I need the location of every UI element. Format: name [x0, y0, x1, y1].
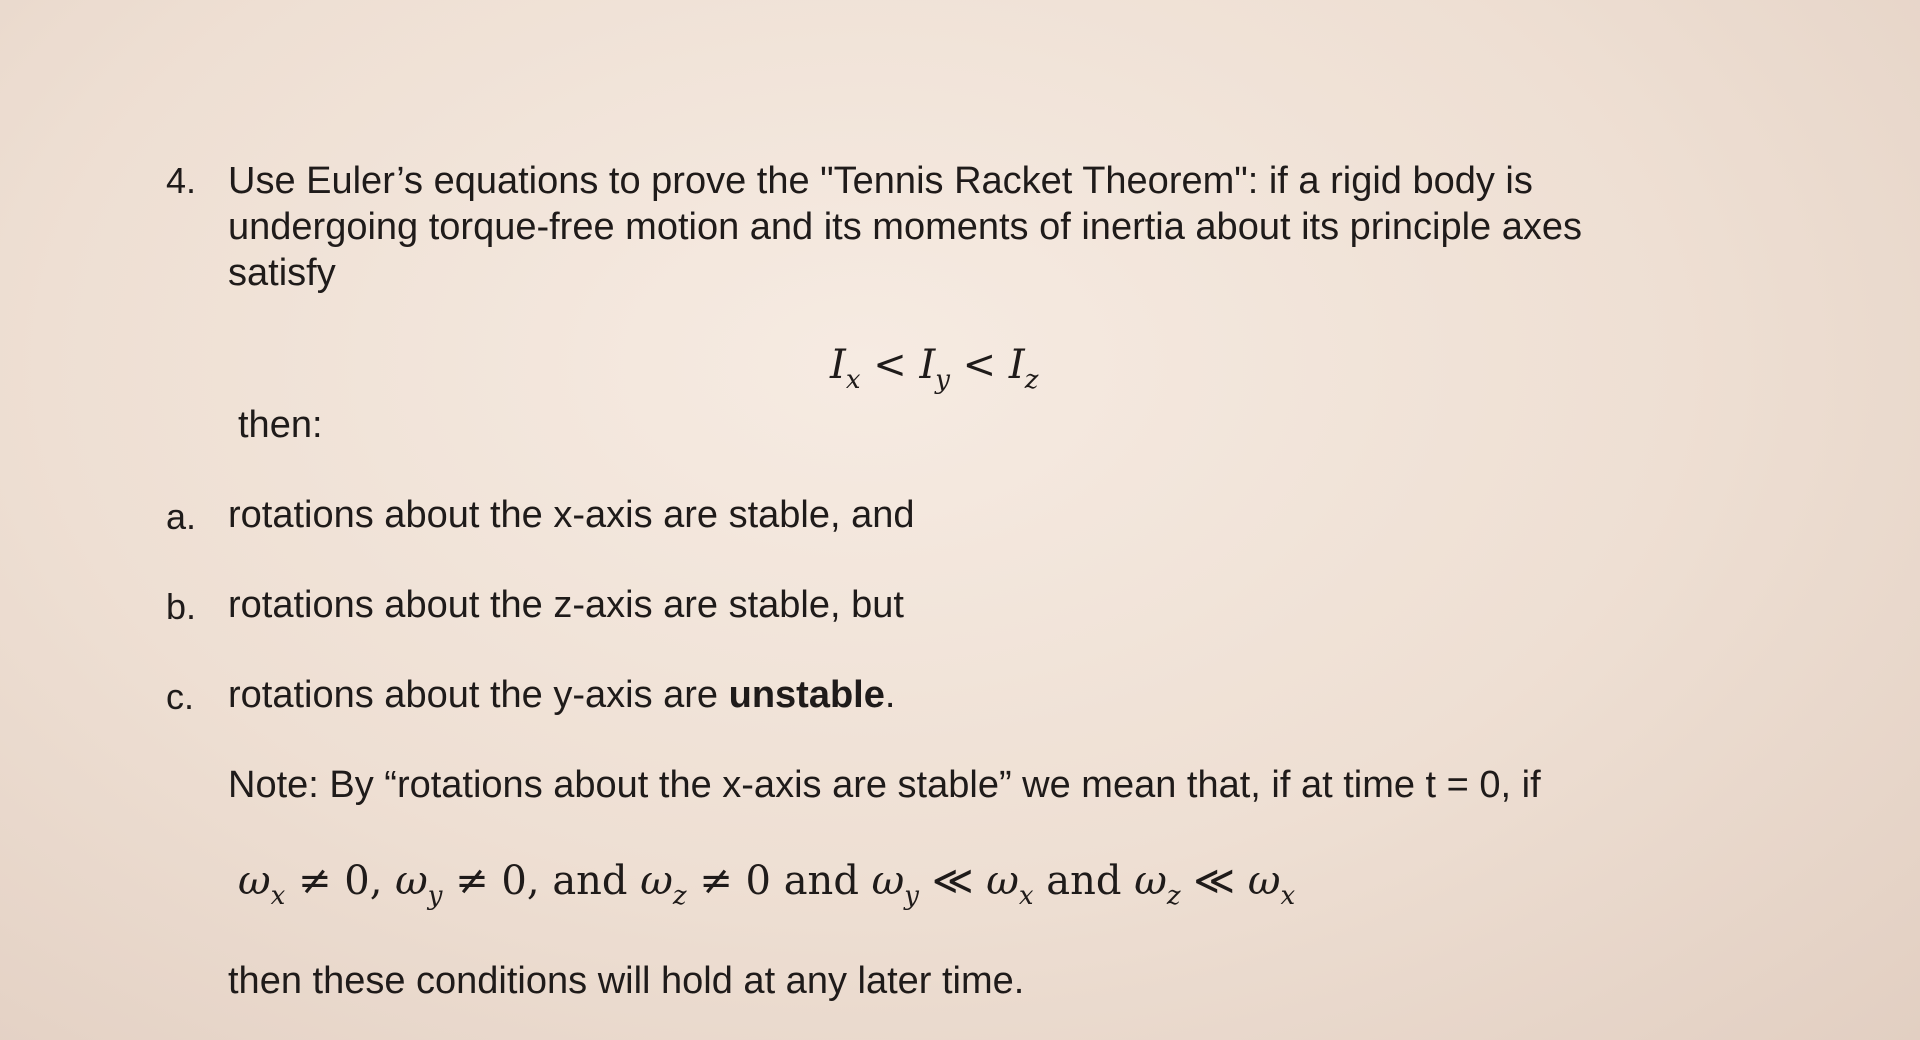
item-c-text-bold: unstable: [728, 674, 885, 716]
item-b-text: rotations about the z-axis are stable, but: [228, 584, 904, 626]
inertia-inequality: $I_x < I_y < I_z$: [830, 342, 1039, 395]
inertia-symbol-x: I: [830, 342, 846, 388]
item-b-label: b.: [166, 586, 197, 627]
item-c-label: c.: [166, 676, 195, 717]
omega-conditions: $\omega_x \ne 0$, $\omega_y \ne 0$, and $\omega_z \ne 0$ and $\omega_y$ ≪ $\omega_x$ and $\omega_z$ ≪ $\omega_x$: [238, 858, 1296, 911]
less-than-1: <: [873, 342, 907, 388]
item-c-text-plain: rotations about the y-axis are: [228, 674, 729, 716]
problem-number: 4.: [166, 160, 197, 201]
intro-line-3: satisfy: [228, 252, 336, 294]
item-a-label: a.: [166, 496, 197, 537]
closing-text: then these conditions will hold at any later time.: [228, 960, 1025, 1002]
less-than-2: <: [962, 342, 997, 388]
item-a-text: rotations about the x-axis are stable, and: [228, 494, 915, 536]
inertia-symbol-y: I: [919, 342, 936, 388]
intro-line-1: Use Euler’s equations to prove the "Tennis Racket Theorem": if a rigid body is: [228, 160, 1533, 202]
item-c-text-end: .: [884, 674, 896, 716]
note-text: Note: By “rotations about the x-axis are stable” we mean that, if at time t = 0, if: [228, 764, 1541, 806]
intro-line-2: undergoing torque-free motion and its moments of inertia about its principle axes: [228, 206, 1582, 248]
inertia-symbol-z: I: [1008, 342, 1025, 388]
then-label: then:: [238, 404, 323, 446]
item-c-text: [228, 672, 895, 718]
